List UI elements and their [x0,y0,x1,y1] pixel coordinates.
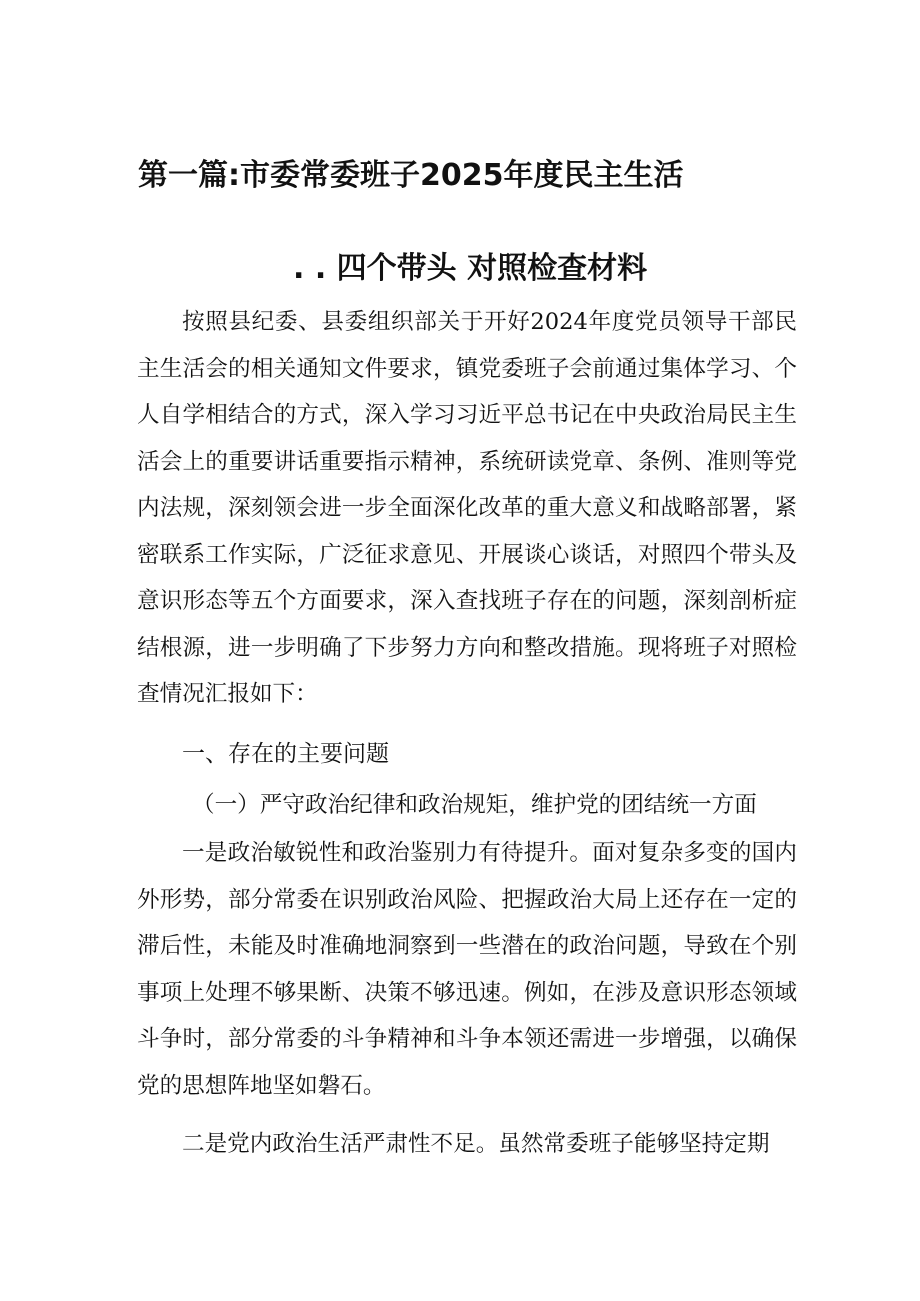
section-heading: 一、存在的主要问题 [182,741,389,767]
subsection-heading: （一）严守政治纪律和政治规矩，维护党的团结统一方面 [192,792,757,818]
paragraph-point-one: 一是政治敏锐性和政治鉴别力有待提升。面对复杂多变的国内外形势，部分常委在识别政治风险、把握政治大局上还存在一定的滞后性，未能及时准确地洞察到一些潜在的政治问题，导致在个别事项上处理不够果断、决策不够迅速。例如，在涉及意识形态领域斗争时，部分常委的斗争精神和斗争本领还需进一步增强，以确保党的思想阵地坚如磐石。 [137,840,797,1099]
document-title-line-2: . . 四个带头 对照检查材料 [293,251,648,286]
intro-paragraph: 按照县纪委、县委组织部关于开好2024年度党员领导干部民主生活会的相关通知文件要求，镇党委班子会前通过集体学习、个人自学相结合的方式，深入学习习近平总书记在中央政治局民主生活会上的重要讲话重要指示精神，系统研读党章、条例、准则等党内法规，深刻领会进一步全面深化改革的重大意义和战略部署，紧密联系工作实际，广泛征求意见、开展谈心谈话，对照四个带头及意识形态等五个方面要求，深入查找班子存在的问题，深刻剖析症结根源，进一步明确了下步努力方向和整改措施。现将班子对照检查情况汇报如下： [137,309,797,707]
document-title-line-1: 第一篇:市委常委班子2025年度民主生活 [138,158,684,193]
paragraph-point-two: 二是党内政治生活严肃性不足。虽然常委班子能够坚持定期 [182,1131,770,1157]
